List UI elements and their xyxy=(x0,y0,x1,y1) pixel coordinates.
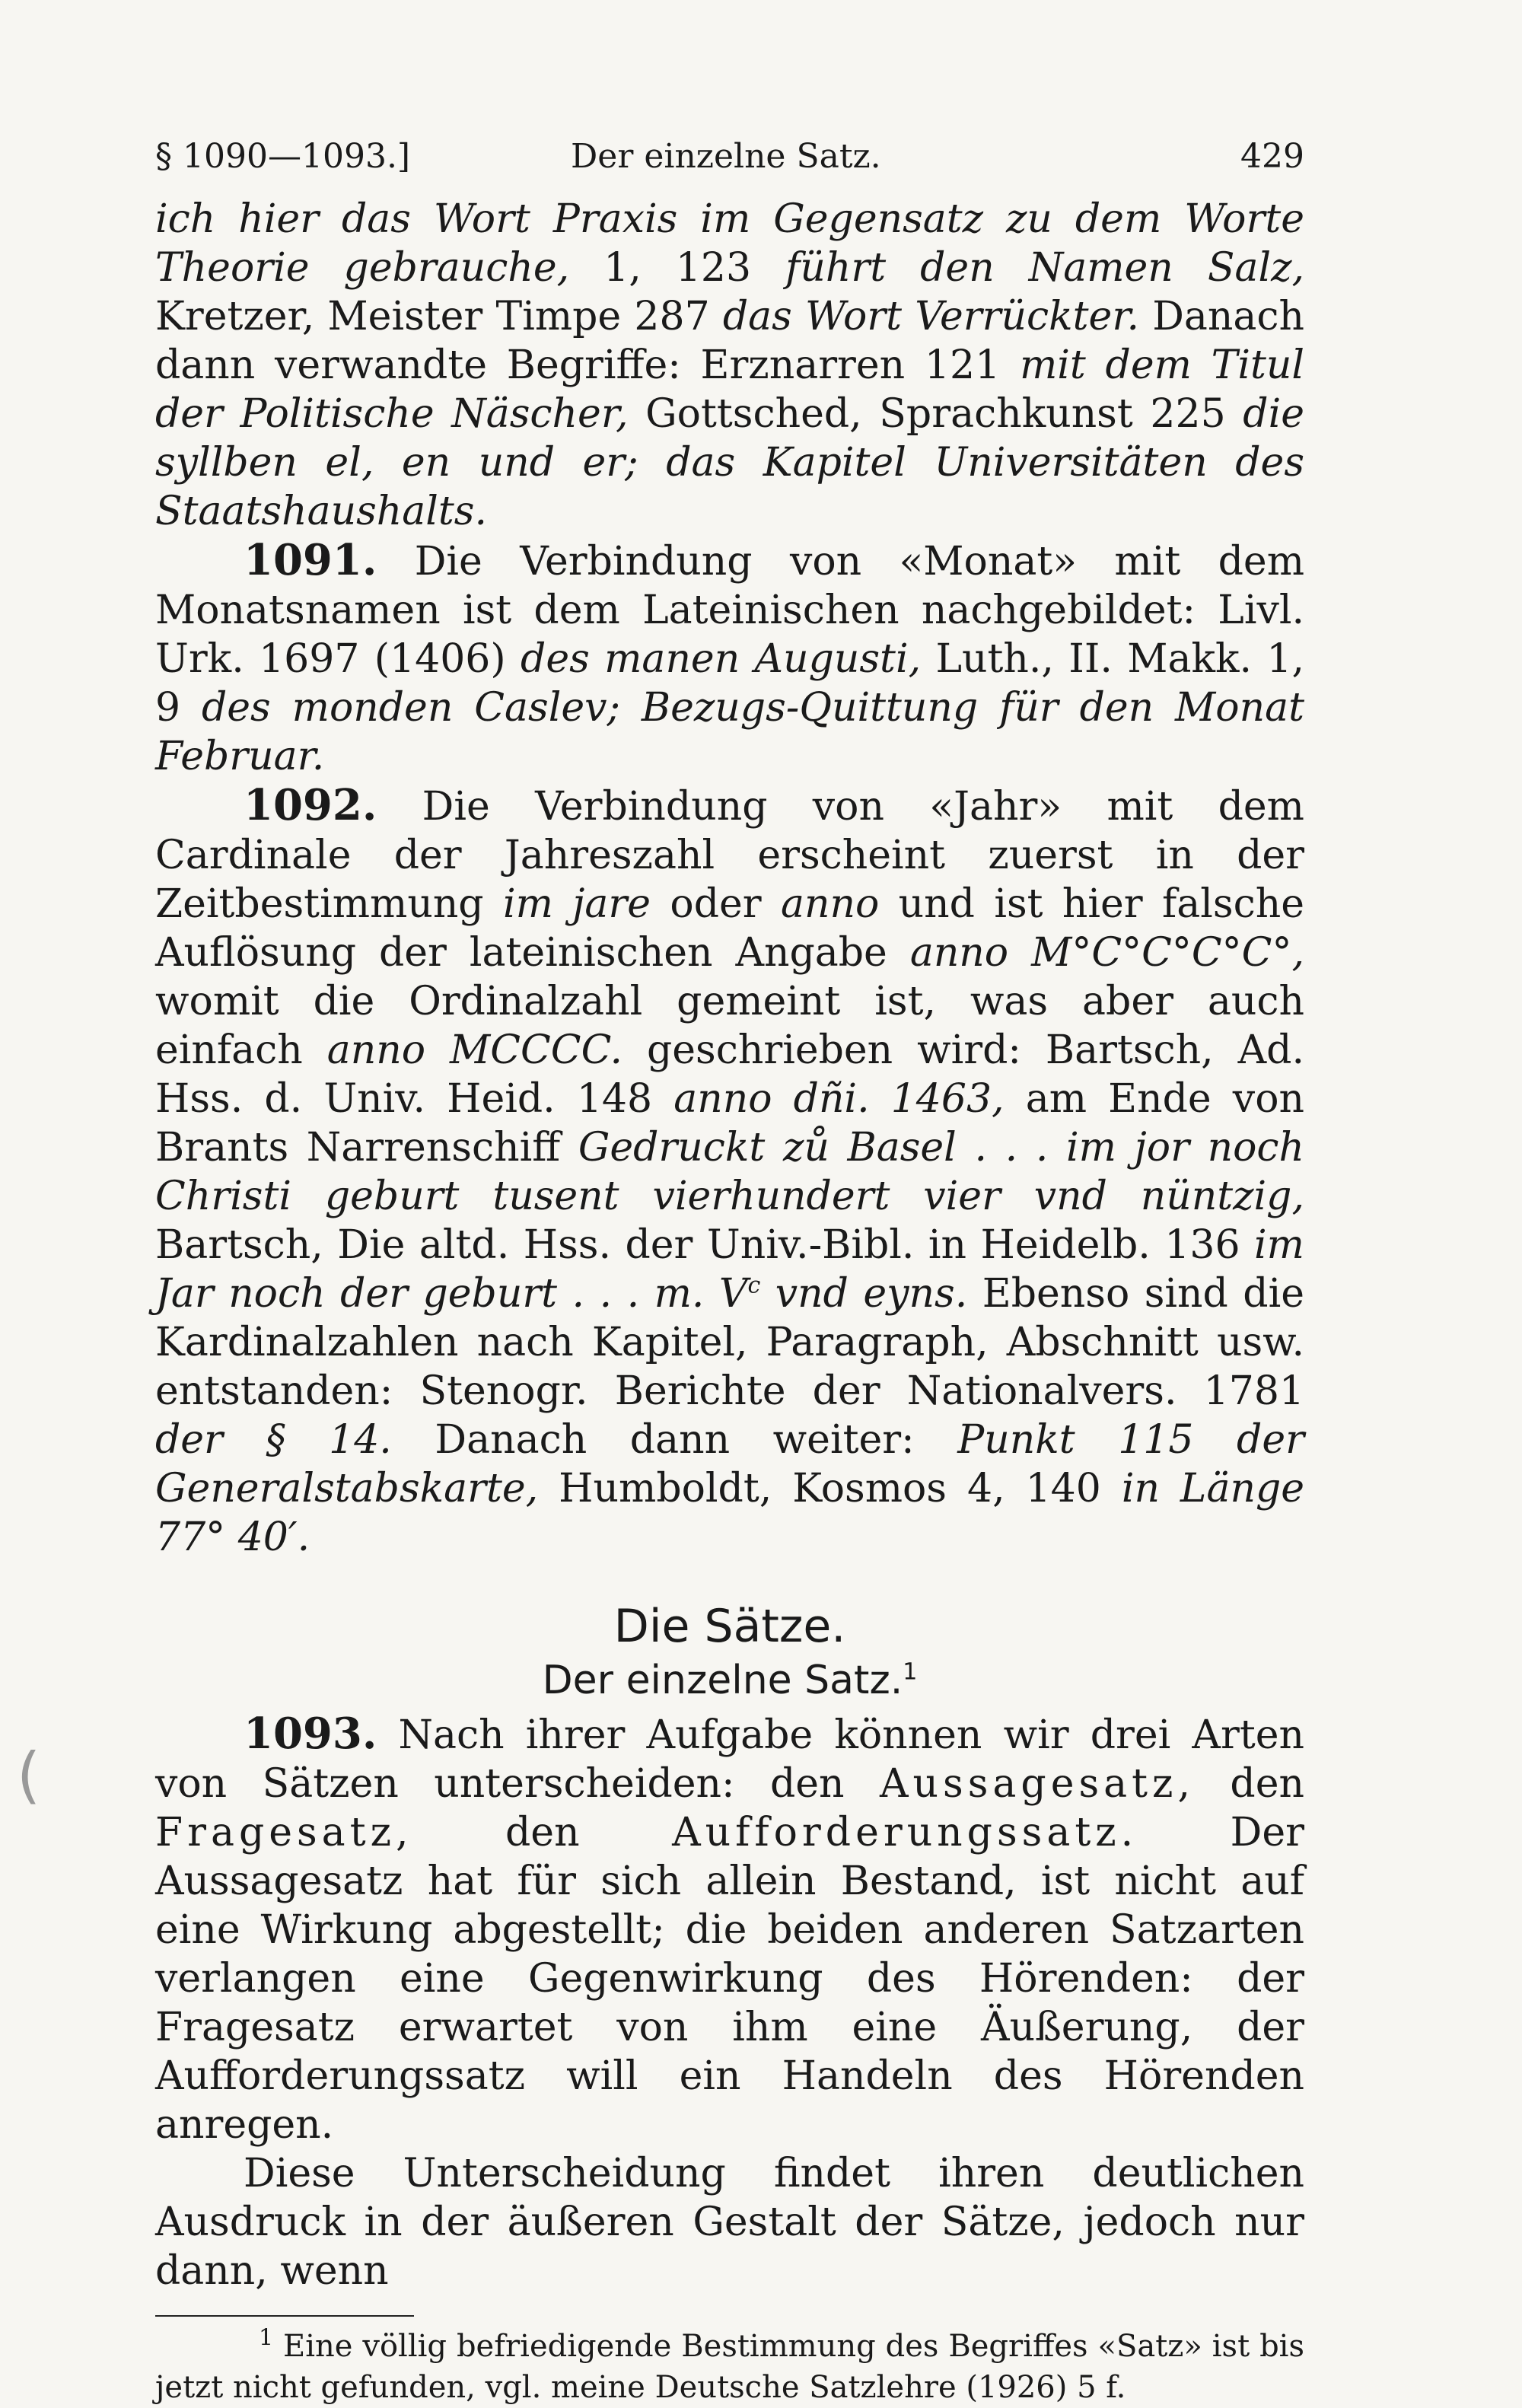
footnote-text: Eine völlig befriedigende Bestimmung des Begriffes «Satz» ist bis jetzt nicht gefunden, vgl. meine Deutsche Satzlehre (1926) 5 f. xyxy=(155,2329,1304,2405)
italic-text: das Wort Verrückter. xyxy=(722,294,1139,339)
italic-text: anno MCCCC. xyxy=(326,1027,623,1073)
italic-text: führt den Namen Salz, xyxy=(785,245,1304,291)
section-heading-text: Der einzelne Satz. xyxy=(542,1658,903,1703)
section-number: 1091. xyxy=(244,535,377,585)
italic-text: im jare xyxy=(502,881,651,927)
text: womit die Ordinalzahl gemeint ist, was aber auch einfach xyxy=(155,979,1304,1073)
text: oder xyxy=(651,881,782,927)
chapter-heading: Die Sätze. xyxy=(613,1600,846,1653)
italic-superscript: c xyxy=(747,1272,761,1299)
spaced-term: Aufforderungssatz. xyxy=(672,1810,1138,1855)
paragraph-1092 xyxy=(155,781,1304,1562)
footnote-ref: 1 xyxy=(903,1658,918,1686)
italic-text: des manen Augusti, xyxy=(521,636,922,682)
text: Bartsch, Die altd. Hss. der Univ.-Bibl. in Heidelb. 136 xyxy=(155,1222,1255,1268)
running-title: Der einzelne Satz. xyxy=(571,137,881,176)
text: den xyxy=(412,1810,673,1855)
text: Danach dann verwandte Begriffe: Erznarren 121 xyxy=(155,294,1305,388)
text: Danach dann weiter: xyxy=(391,1417,958,1463)
text: Kretzer, Meister Timpe 287 xyxy=(155,294,723,339)
text: geschrieben wird: Bartsch, Ad. Hss. d. Univ. Heid. 148 xyxy=(155,1027,1304,1122)
text: 1, 123 xyxy=(569,245,786,291)
section-number: 1093. xyxy=(244,1709,377,1759)
paragraph-continuation: Diese Unterscheidung findet ihren deutlichen Ausdruck in der äußeren Gestalt der Sätze, jedoch nur dann, wenn xyxy=(155,2151,1304,2294)
page-number: 429 xyxy=(1240,137,1304,176)
italic-text: in Länge 77° 40′. xyxy=(155,1466,1304,1560)
book-page xyxy=(155,137,1304,2408)
section-heading xyxy=(155,1656,1304,1705)
text: Gottsched, Sprachkunst 225 xyxy=(628,391,1243,437)
paragraph-1091 xyxy=(155,536,1304,781)
section-range: § 1090—1093.] xyxy=(155,137,411,176)
footnote-rule xyxy=(155,2315,414,2317)
text: Die Verbindung von «Monat» mit dem Monatsnamen ist dem Lateinischen nachgebildet: Livl. Urk. 1697 (1406) xyxy=(155,539,1304,682)
text: und ist hier falsche Auflösung der lateinischen Angabe xyxy=(155,881,1304,976)
italic-text: Punkt 115 der Generalstabskarte, xyxy=(155,1417,1304,1511)
italic-text: anno M°C°C°C°C°, xyxy=(909,930,1304,976)
italic-text: Gedruckt zů Basel . . . im jor noch Christi geburt tusent vierhundert vier vnd nüntzig, xyxy=(155,1125,1304,1219)
italic-text: anno xyxy=(781,881,880,927)
italic-text: der § 14. xyxy=(155,1417,392,1463)
text: am Ende von Brants Narrenschiff xyxy=(155,1076,1304,1171)
running-header xyxy=(155,137,1304,190)
margin-pencil-mark: ( xyxy=(17,1740,41,1811)
text: Nach ihrer Aufgabe können wir drei Arten von Sätzen unterscheiden: den xyxy=(155,1712,1304,1807)
section-number: 1092. xyxy=(244,780,377,830)
paragraph-1090-continuation xyxy=(155,195,1304,536)
paragraph-1093 xyxy=(155,1709,1304,2149)
italic-text: ich hier das Wort Praxis im Gegensatz zu dem Worte Theorie gebrauche, xyxy=(155,196,1304,291)
text: Ebenso sind die Kardinalzahlen nach Kapitel, Paragraph, Abschnitt usw. entstanden: Stenogr. Berichte der Nationalvers. 1781 xyxy=(155,1271,1304,1414)
text: den xyxy=(1194,1761,1304,1807)
footnote-marker: 1 xyxy=(259,2324,274,2352)
italic-text: im Jar noch der geburt . . . m. V xyxy=(155,1222,1304,1317)
italic-text: anno dñi. 1463, xyxy=(673,1076,1005,1122)
italic-text: mit dem Titul der Politische Näscher, xyxy=(155,342,1304,437)
text: Der Aussagesatz hat für sich allein Bestand, ist nicht auf eine Wirkung abgestellt; die beiden anderen Satzarten verlangen eine Gegenwirkung des Hörenden: der Fragesatz erwartet von ihm eine Äußerung, der Aufforderungssatz will ein Handeln des Hörenden anregen. xyxy=(155,1810,1304,2148)
italic-text: die syllben el, en und er; das Kapitel Universitäten des Staatshaushalts. xyxy=(155,391,1304,534)
spaced-term: Fragesatz, xyxy=(155,1810,413,1855)
text: Die Verbindung von «Jahr» mit dem Cardinale der Jahreszahl erscheint zuerst in der Zeitbestimmung xyxy=(155,784,1304,927)
italic-text: vnd eyns. xyxy=(760,1271,968,1317)
text: Luth., II. Makk. 1, 9 xyxy=(155,636,1304,731)
italic-text: des monden Caslev; Bezugs-Quittung für den Monat Februar. xyxy=(155,685,1304,779)
footnote xyxy=(155,2326,1304,2408)
spaced-term: Aussagesatz, xyxy=(879,1761,1195,1807)
text: Humboldt, Kosmos 4, 140 xyxy=(538,1466,1122,1511)
